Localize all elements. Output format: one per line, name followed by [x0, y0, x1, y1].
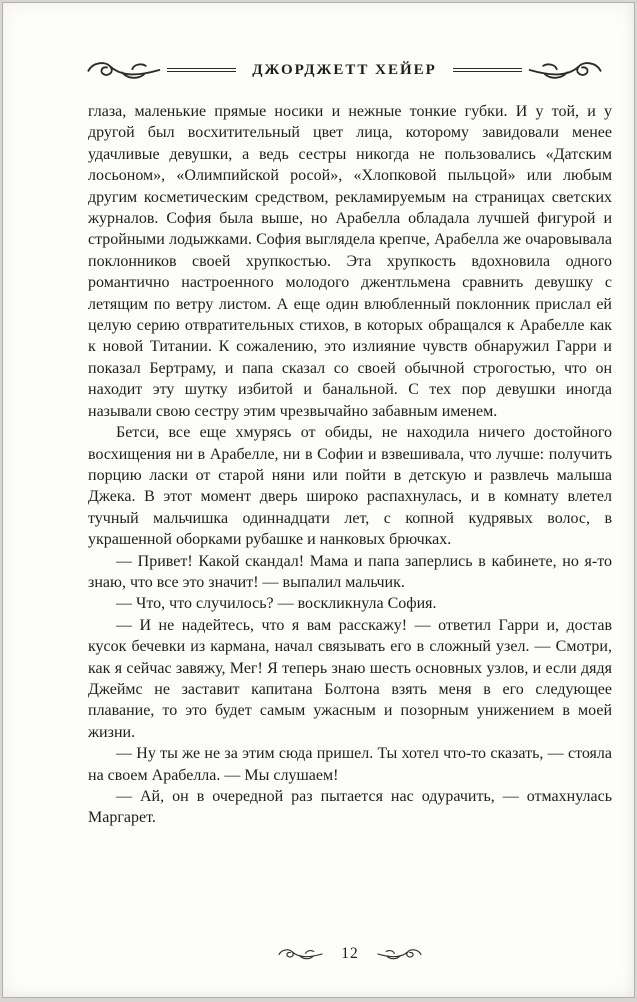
- paragraph: глаза, маленькие прямые носики и нежные тонкие губки. И у той, и у другой был восхитительный цвет лица, которому завидовали менее удачливые девушки, а ведь сестры никогда не пользовались «Датским лосьоном», «Олимпийской росой», «Хлопковой пыльцой» или любым другим косметическим средством, рекламируемым на страницах светских журналов. София была выше, но Арабелла обладала лучшей фигурой и стройными лодыжками. София выглядела крепче, Арабелла же очаровывала поклонников своей хрупкостью. Эта хрупкость вдохновила одного романтично настроенного молодого джентльмена сравнить девушку с летящим по ветру листом. А еще один влюбленный поклонник прислал ей целую серию отвратительных стихов, в которых обращался к Арабелле как к новой Титании. К сожалению, это излияние чувств обнаружил Гарри и показал Бертраму, и папа сказал со своей обычной строгостью, что он находит эту шутку избитой и банальной. С тех пор девушки иногда называли свою сестру этим чрезвычайно забавным именем.: [88, 103, 612, 420]
- paragraph: Бетси, все еще хмурясь от обиды, не находила ничего достойного восхищения ни в Арабелле, ни в Софии и взвешивала, что лучше: получить порцию ласки от старой няни или пойти в детскую и развлечь малыша Джека. В этот момент дверь широко распахнулась, и в комнату влетел тучный мальчишка одиннадцати лет, с копной кудрявых волос, в украшенной оборками рубашке и нанковых брючках.: [88, 424, 612, 549]
- scroll-flourish-icon: [377, 947, 423, 961]
- running-head-author: ДЖОРДЖЕТТ ХЕЙЕР: [252, 61, 437, 78]
- paragraph: — Привет! Какой скандал! Мама и папа заперлись в кабинете, но я-то знаю, что все это значит! — выпалил мальчик.: [88, 552, 612, 591]
- vine-flourish-icon: [528, 59, 604, 81]
- paragraph: — Ай, он в очередной раз пытается нас одурачить, — отмахнулась Маргарет.: [88, 788, 612, 827]
- header-rule-right: [453, 68, 522, 72]
- body-text: [88, 101, 612, 829]
- scroll-flourish-icon: [277, 947, 323, 961]
- page-footer: [88, 945, 612, 963]
- book-page: [2, 2, 635, 998]
- header-rule-left: [167, 68, 236, 72]
- vine-flourish-icon: [85, 59, 161, 81]
- paragraph: — И не надейтесь, что я вам расскажу! — ответил Гарри и, достав кусок бечевки из кармана, начал связывать его в сложный узел. — Смотри, как я сейчас завяжу, Мег! Я теперь знаю шесть основных узлов, и если дядя Джеймс не заставит капитана Болтона взять меня в его следующее плавание, то это будет самым ужасным и позорным унижением в моей жизни.: [88, 616, 612, 741]
- paragraph: — Что, что случилось? — воскликнула София.: [116, 595, 437, 613]
- page-header: [85, 59, 604, 81]
- paragraph: — Ну ты же не за этим сюда пришел. Ты хотел что-то сказать, — стояла на своем Арабелла. — Мы слушаем!: [88, 745, 612, 784]
- page-number: 12: [341, 945, 359, 962]
